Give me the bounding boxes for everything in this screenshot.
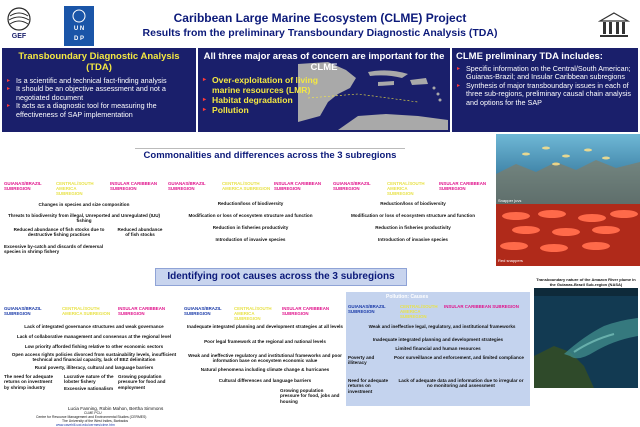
prelim-panel-title: CLME preliminary TDA includes: <box>456 51 603 62</box>
column-head: Fisheries <box>60 165 82 171</box>
cause-text: Inadequate integrated planning and development strategies at all levels <box>187 324 343 329</box>
prelim-bullet: ▸ Synthesis of major transboundary issues in each of three sub-regions, preliminary causal chain analysis and options for the SAP <box>456 82 634 107</box>
subregion-label: INSULAR CARIBBEAN SUBREGION <box>110 181 158 192</box>
cause-text: Natural phenomena including climate change & hurricanes <box>200 367 330 372</box>
concern-item: ▸ Pollution <box>202 105 332 115</box>
tda-panel-title: Transboundary Diagnostic Analysis (TDA) <box>18 51 180 73</box>
cause-text: Weak and ineffective regulatory and institutional frameworks and poor information base on ecosystem economic value <box>188 353 342 364</box>
cause-text: Low priority afforded fishing relative to other economic sectors <box>24 344 164 349</box>
subregion-label: CENTRAL/SOUTH AMERICA SUBREGION <box>400 304 438 320</box>
subregion-label: GUIANAS/BRAZIL SUBREGION <box>168 181 206 192</box>
cause-text: The need for adequate returns on investment by shrimp industry <box>4 374 54 390</box>
cause-text: Weak and ineffective legal, regulatory, and institutional frameworks <box>368 324 516 329</box>
amazon-plume-image <box>534 276 638 388</box>
photo-caption: Transboundary nature of the Amazon River plume in the Guianas-Brazil Sub-region (NASA) <box>534 276 638 288</box>
concern-panel <box>198 48 450 132</box>
page-title: Caribbean Large Marine Ecosystem (CLME) Project <box>173 11 467 25</box>
page-subtitle: Results from the preliminary Transboundary Diagnostic Analysis (TDA) <box>142 27 498 39</box>
cause-text: Growing population pressure for food and employment <box>118 374 166 390</box>
cause-text: Inadequate integrated planning and development strategies <box>372 337 504 342</box>
tda-bullet: ▸ Is a scientific and technical fact-finding analysis <box>6 77 192 85</box>
subregion-label: INSULAR CARIBBEAN SUBREGION <box>118 306 166 317</box>
issue-text: Introduction of invasive species <box>215 237 286 242</box>
prelim-bullet: ▸ Specific information on the Central/South American; Guianas-Brazil; and Insular Caribbean subregions <box>456 65 634 82</box>
subregion-label: CENTRAL/SOUTH AMERICA SUBREGION <box>222 181 271 192</box>
tda-bullet: ▸ It acts as a diagnostic tool for measuring the effectiveness of SAP implementation <box>6 102 192 119</box>
issue-text: Threats to biodiversity from illegal, Unreported and Unregulated (IUU) fishing <box>7 213 161 224</box>
root-causes-title-box <box>155 268 407 286</box>
issue-text: Reduced abundance of fish stocks <box>117 227 163 238</box>
concern-item: ▸ Over-exploitation of living marine resources (LMR) <box>202 75 332 95</box>
photo-caption: Snapper juvs <box>498 198 522 203</box>
subregion-label: INSULAR CARIBBEAN SUBREGION <box>444 304 519 309</box>
issue-text: Reduction in fisheries productivity <box>375 225 451 230</box>
footer-org: CLME PCU <box>84 411 102 415</box>
cause-text: Poor legal framework at the regional and national levels <box>204 339 326 344</box>
footer-org: Centre for Resource Management and Environmental Studies (CERMES) <box>36 415 147 419</box>
cause-text: Lucrative nature of the lobster fishery <box>64 374 114 385</box>
commonalities-title-box <box>135 148 405 163</box>
cause-text: Cultural differences and language barriers <box>218 378 312 383</box>
fisheries-column <box>4 164 164 260</box>
footer-org: The University of the West Indies, Barbados <box>62 419 129 423</box>
subregion-label: GUIANAS/BRAZIL SUBREGION <box>4 306 42 317</box>
pollution-causes-panel <box>346 292 530 406</box>
pollution-column <box>333 164 493 260</box>
cause-text: Limited financial and human resources <box>395 346 481 351</box>
column-head: Pollution: Causes <box>386 294 429 300</box>
subregion-label: INSULAR CARIBBEAN SUBREGION <box>439 181 487 192</box>
subregion-label: CENTRAL/SOUTH AMERICA SUBREGION <box>62 306 111 317</box>
column-head: Pollution <box>389 165 411 171</box>
cause-text: Lack of integrated governance structures and weak governance <box>24 324 164 329</box>
issue-text: Modification or loss of ecosystem structure and function <box>188 213 313 218</box>
prelim-panel <box>452 48 638 132</box>
tda-bullet: ▸ It should be an objective assessment and not a negotiated document <box>6 85 192 102</box>
concern-items <box>202 75 332 115</box>
issue-text: Reduction in fisheries productivity <box>212 225 289 230</box>
commonalities-title: Commonalities and differences across the 3 subregions <box>143 150 397 161</box>
cause-text: Rural poverty, illiteracy, cultural and language barriers <box>34 365 154 370</box>
issue-text: Modification or loss of ecosystem structure and function <box>350 213 476 218</box>
tda-bullets <box>6 77 192 119</box>
column-head: Habitat degradation <box>218 165 265 171</box>
cause-text: Poor surveillance and enforcement, and limited compliance <box>394 355 524 360</box>
subregion-label: CENTRAL/SOUTH AMERICA SUBREGION <box>387 181 425 197</box>
habitat-causes-column <box>184 302 346 406</box>
cause-text: Poverty and illiteracy <box>348 355 375 366</box>
cause-text: Growing population pressure for food, jobs and housing <box>280 388 340 404</box>
cause-text: Lack of adequate data and information due to irregular or no monitoring and assessment <box>398 378 524 389</box>
svg-text:D P: D P <box>73 36 85 42</box>
subregion-label: GUIANAS/BRAZIL SUBREGION <box>184 306 222 317</box>
subregion-label: GUIANAS/BRAZIL SUBREGION <box>333 181 371 192</box>
photo-caption: Red snappers <box>498 258 523 263</box>
reef-fish-photo <box>496 134 640 266</box>
issue-text: Reduction/loss of biodiversity <box>217 201 284 206</box>
svg-text:U N: U N <box>73 26 85 32</box>
fisheries-causes-column <box>4 302 184 406</box>
tda-panel <box>2 48 196 132</box>
issue-text: Introduction of invasive species <box>378 237 448 242</box>
subregion-label: GUIANAS/BRAZIL SUBREGION <box>4 181 42 192</box>
issue-text: Reduced abundance of fish stocks due to destructive fishing practices <box>13 227 105 238</box>
issue-text: Changes in species and size composition <box>38 202 130 207</box>
issue-text: Reduction/loss of biodiversity <box>380 201 446 206</box>
concern-item: ▸ Habitat degradation <box>202 95 332 105</box>
subregion-label: INSULAR CARIBBEAN SUBREGION <box>274 181 322 192</box>
subregion-label: INSULAR CARIBBEAN SUBREGION <box>282 306 330 317</box>
subregion-label: GUIANAS/BRAZIL SUBREGION <box>348 304 386 315</box>
gef-logo-text: GEF <box>11 33 27 40</box>
subregion-label: CENTRAL/SOUTH AMERICA SUBREGION <box>56 181 94 197</box>
footer-url[interactable]: www.cavehill.uwi.edu/cermes/clme.htm <box>56 423 115 427</box>
issue-text: Excessive by-catch and discards of demersal species in shrimp fishery <box>4 244 104 255</box>
cause-text: Open access rights policies divorced from sustainability levels, insufficient technical and financial capacity, lack of EEZ delimitation <box>11 352 177 363</box>
cause-text: Lack of collaborative management and consensus at the regional level <box>16 334 172 339</box>
subregion-label: CENTRAL/SOUTH AMERICA SUBREGION <box>234 306 272 322</box>
root-causes-title: Identifying root causes across the 3 subregions <box>167 271 395 282</box>
concern-panel-title: All three major areas of concern are important for the CLME <box>203 51 445 73</box>
habitat-column <box>168 164 333 260</box>
cause-text: Need for adequate returns on investment <box>348 378 389 394</box>
prelim-bullets <box>456 65 634 107</box>
footer-authors: Lucia Fanning, Robin Mahon, Bertha Simmons <box>68 406 164 411</box>
cause-text: Excessive nationalism <box>64 386 114 391</box>
